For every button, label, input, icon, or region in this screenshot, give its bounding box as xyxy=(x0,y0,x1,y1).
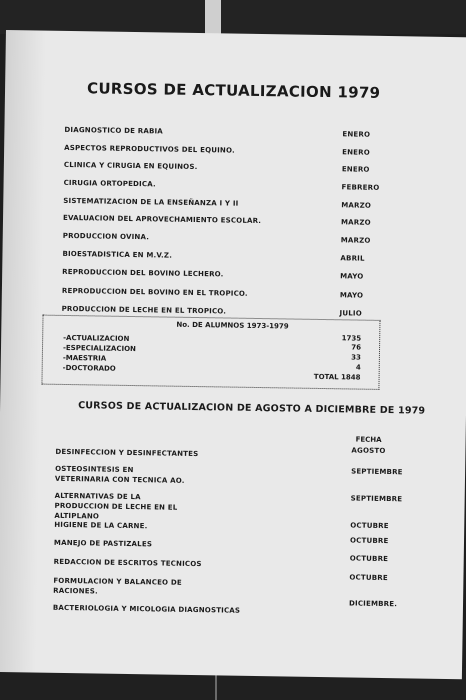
course-name: REPRODUCCION DEL BOVINO LECHERO. xyxy=(62,267,224,279)
students-total: TOTAL 1848 xyxy=(313,372,361,382)
course-name: PRODUCCION DE LECHE EN EL TROPICO. xyxy=(61,304,227,316)
students-label: -ACTUALIZACION xyxy=(63,333,130,343)
course2-name: FORMULACION Y BALANCEO DE RACIONES. xyxy=(53,576,182,596)
course-month: MAYO xyxy=(339,291,364,300)
course-month: ENERO xyxy=(342,148,370,157)
course-row xyxy=(62,268,392,287)
course2-name: HIGIENE DE LA CARNE. xyxy=(54,520,148,531)
course2-month: SEPTIEMBRE xyxy=(351,467,403,477)
course2-month: OCTUBRE xyxy=(349,573,388,583)
course-row xyxy=(62,287,392,306)
course2-name: MANEJO DE PASTIZALES xyxy=(53,538,153,549)
course2-name: DESINFECCION Y DESINFECTANTES xyxy=(55,447,199,459)
course-month: MAYO xyxy=(340,272,364,281)
students-box xyxy=(41,315,380,390)
students-value: 76 xyxy=(351,343,362,352)
course2-row xyxy=(52,599,398,615)
course-name: CIRUGIA ORTOPEDICA. xyxy=(63,178,156,189)
students-box-title: No. DE ALUMNOS 1973-1979 xyxy=(176,320,289,331)
course-name: DIAGNOSTICO DE RABIA xyxy=(64,125,164,136)
students-value: 1735 xyxy=(341,334,362,343)
course-row xyxy=(64,144,394,163)
students-label: -DOCTORADO xyxy=(62,363,116,373)
course2-month: AGOSTO xyxy=(351,446,386,456)
course-month: ABRIL xyxy=(340,254,365,263)
course2-row xyxy=(53,536,394,549)
course-month: JULIO xyxy=(339,309,362,318)
course-name: BIOESTADISTICA EN M.V.Z. xyxy=(62,249,173,260)
course2-row xyxy=(53,554,394,569)
course2-name: REDACCION DE ESCRITOS TECNICOS xyxy=(53,557,202,569)
course2-month: OCTUBRE xyxy=(349,536,389,546)
course-name: SISTEMATIZACION DE LA ENSEÑANZA I Y II xyxy=(63,196,239,208)
course-row xyxy=(63,232,393,251)
course2-month: SEPTIEMBRE xyxy=(350,494,403,504)
course2-row xyxy=(54,491,403,521)
course-row xyxy=(63,214,393,233)
course-month: ENERO xyxy=(342,130,371,139)
course-row xyxy=(64,126,394,145)
course2-name: BACTERIOLOGIA Y MICOLOGIA DIAGNOSTICAS xyxy=(52,603,241,615)
course-row xyxy=(62,250,392,269)
course-month: MARZO xyxy=(341,201,372,210)
course2-month: OCTUBRE xyxy=(350,521,389,531)
course-month: FEBRERO xyxy=(341,183,380,192)
students-label: -MAESTRIA xyxy=(62,353,107,363)
course-month: MARZO xyxy=(340,236,371,245)
floor-seam xyxy=(215,672,217,700)
course2-name: ALTERNATIVAS DE LA PRODUCCION DE LECHE EN EL ALTIPLANO xyxy=(54,491,178,521)
course2-row xyxy=(54,464,403,485)
course2-row xyxy=(53,573,393,596)
course-month: ENERO xyxy=(341,165,370,174)
course2-row xyxy=(55,446,395,459)
students-value: 33 xyxy=(351,353,361,362)
course-row xyxy=(63,197,393,216)
poster-board xyxy=(0,30,466,679)
course2-month: OCTUBRE xyxy=(349,554,389,564)
students-value: 4 xyxy=(355,363,361,372)
poster-title: CURSOS DE ACTUALIZACION 1979 xyxy=(86,79,381,102)
course-name: CLINICA Y CIRUGIA EN EQUINOS. xyxy=(63,160,198,172)
course-row xyxy=(64,161,394,180)
course-month: MARZO xyxy=(340,218,371,227)
course-name: REPRODUCCION DEL BOVINO EN EL TROPICO. xyxy=(61,286,248,298)
course-row xyxy=(63,179,393,198)
students-label: -ESPECIALIZACION xyxy=(62,343,136,354)
section-subtitle: CURSOS DE ACTUALIZACION DE AGOSTO A DICIEMBRE DE 1979 xyxy=(78,400,426,417)
course2-row xyxy=(54,520,394,531)
course-name: ASPECTOS REPRODUCTIVOS DEL EQUINO. xyxy=(64,143,235,155)
course2-name: OSTEOSINTESIS EN VETERINARIA CON TECNICA AO. xyxy=(54,464,185,485)
board-shadow xyxy=(0,30,46,673)
course-name: PRODUCCION OVINA. xyxy=(62,231,150,242)
course2-month: DICIEMBRE. xyxy=(348,599,398,609)
course-name: EVALUACION DEL APROVECHAMIENTO ESCOLAR. xyxy=(62,213,262,226)
wall-background-top xyxy=(0,0,466,34)
fecha-header: FECHA xyxy=(355,435,382,444)
